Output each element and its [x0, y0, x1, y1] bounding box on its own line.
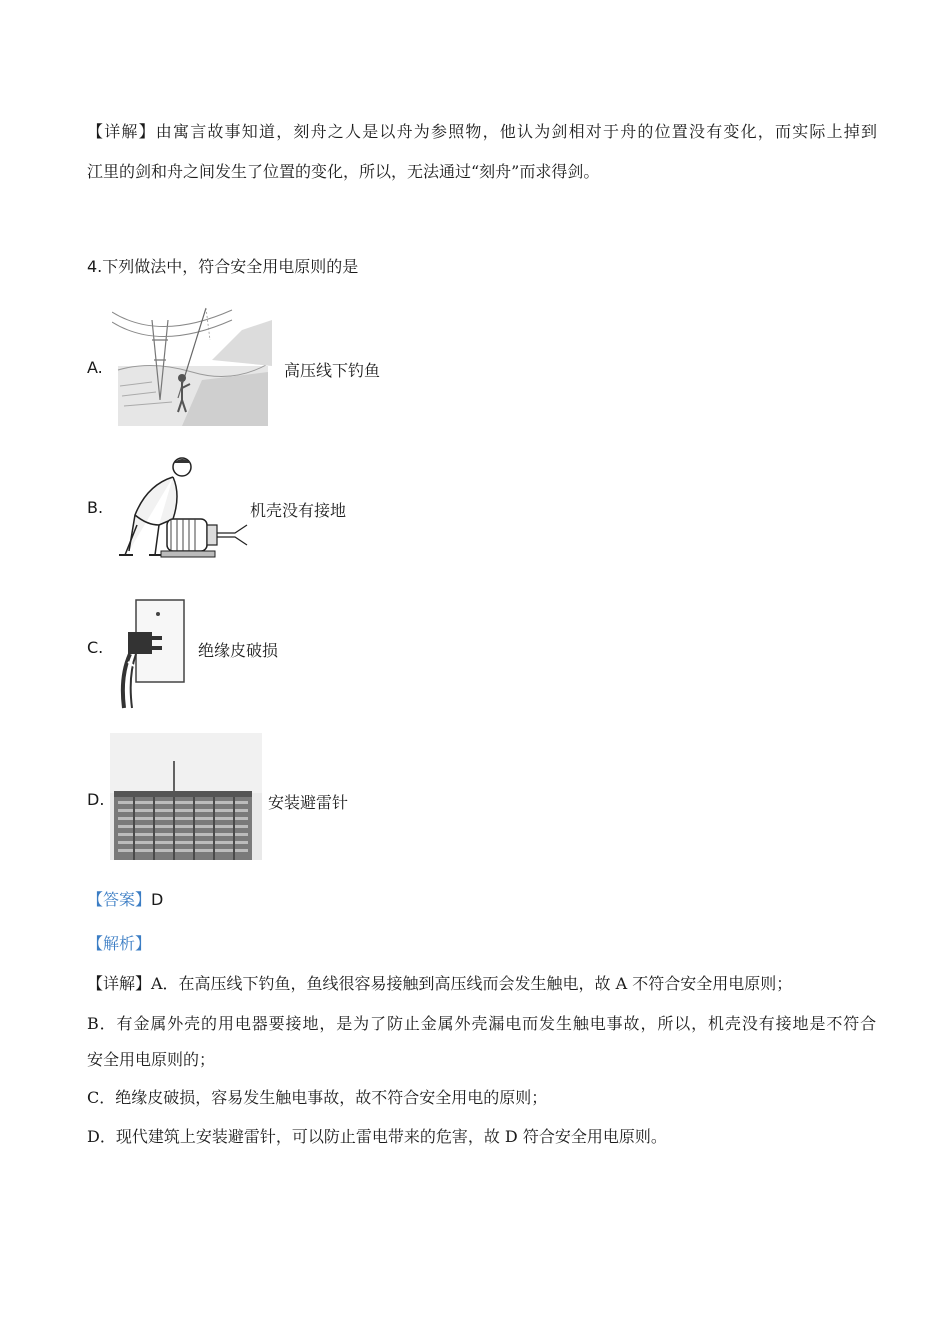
option-b-image: [107, 455, 252, 563]
analysis-line-4: C．绝缘皮破损，容易发生触电事故，故不符合安全用电的原则；: [87, 1088, 548, 1107]
answer-tag: 【答案】: [87, 890, 152, 909]
answer-value: D: [151, 890, 164, 909]
option-c-image: [118, 596, 190, 710]
analysis-line-1: 【详解】A．在高压线下钓鱼，鱼线很容易接触到高压线而会发生触电，故 A 不符合安全用电原则；: [87, 974, 793, 993]
analysis-line-5: D．现代建筑上安装避雷针，可以防止雷电带来的危害，故 D 符合安全用电原则。: [87, 1127, 667, 1146]
question-stem: 4.下列做法中，符合安全用电原则的是: [87, 257, 359, 276]
option-a-letter: A.: [87, 358, 103, 377]
analysis-line-2: B．有金属外壳的用电器要接地，是为了防止金属外壳漏电而发生触电事故，所以，机壳没有接地是不符合: [87, 1014, 878, 1033]
option-c-letter: C.: [87, 638, 104, 657]
previous-detail-line-1: 【详解】由寓言故事知道，刻舟之人是以舟为参照物，他认为剑相对于舟的位置没有变化，而实际上掉到: [87, 122, 879, 141]
option-c-caption: 绝缘皮破损: [198, 641, 279, 660]
option-d-caption: 安装避雷针: [268, 793, 349, 812]
option-b-caption: 机壳没有接地: [250, 501, 347, 520]
answer-line: [87, 890, 163, 910]
option-a-image: [112, 300, 272, 428]
option-d-letter: D.: [87, 790, 105, 809]
analysis-line-3: 安全用电原则的；: [87, 1050, 216, 1069]
previous-detail-line-2: 江里的剑和舟之间发生了位置的变化，所以，无法通过“刻舟”而求得剑。: [87, 162, 600, 181]
option-d-image: [110, 733, 262, 860]
option-b-letter: B.: [87, 498, 104, 517]
option-a-caption: 高压线下钓鱼: [284, 361, 381, 380]
analysis-tag: 【解析】: [87, 934, 152, 953]
